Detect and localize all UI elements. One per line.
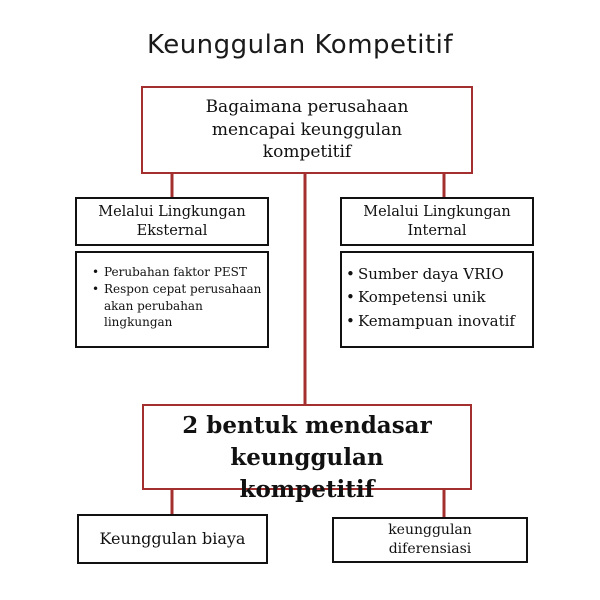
external-factors-box	[75, 251, 269, 348]
diagram-title: Keunggulan Kompetitif	[146, 30, 454, 60]
forms-box	[142, 404, 472, 504]
cost-advantage-label: Keunggulan biaya	[99, 528, 246, 548]
internal-factors-box	[340, 251, 534, 348]
root-question-box	[141, 86, 473, 174]
cost-advantage-box	[77, 514, 268, 564]
root-question-label: Bagaimana perusahaan mencapai keunggulan kompetitif	[205, 96, 409, 163]
differentiation-advantage-label: keunggulan diferensiasi	[388, 522, 472, 557]
external-factor-item: • Respon cepat perusahaan akan perubahan lingkungan	[104, 281, 266, 331]
internal-factor-item: • Kompetensi unik	[358, 286, 533, 309]
forms-label: 2 bentuk mendasar keunggulan kompetitif	[182, 412, 432, 504]
external-factor-item: • Perubahan faktor PEST	[104, 264, 266, 281]
internal-factor-item: • Kemampuan inovatif	[358, 310, 533, 333]
internal-factors-list	[358, 263, 533, 333]
differentiation-advantage-box	[332, 517, 528, 563]
internal-environment-label: Melalui Lingkungan Internal	[363, 203, 511, 239]
external-environment-box	[75, 197, 269, 246]
internal-factor-item: • Sumber daya VRIO	[358, 263, 533, 286]
external-factors-list	[104, 264, 266, 331]
internal-environment-box	[340, 197, 534, 246]
external-environment-label: Melalui Lingkungan Eksternal	[98, 203, 246, 239]
